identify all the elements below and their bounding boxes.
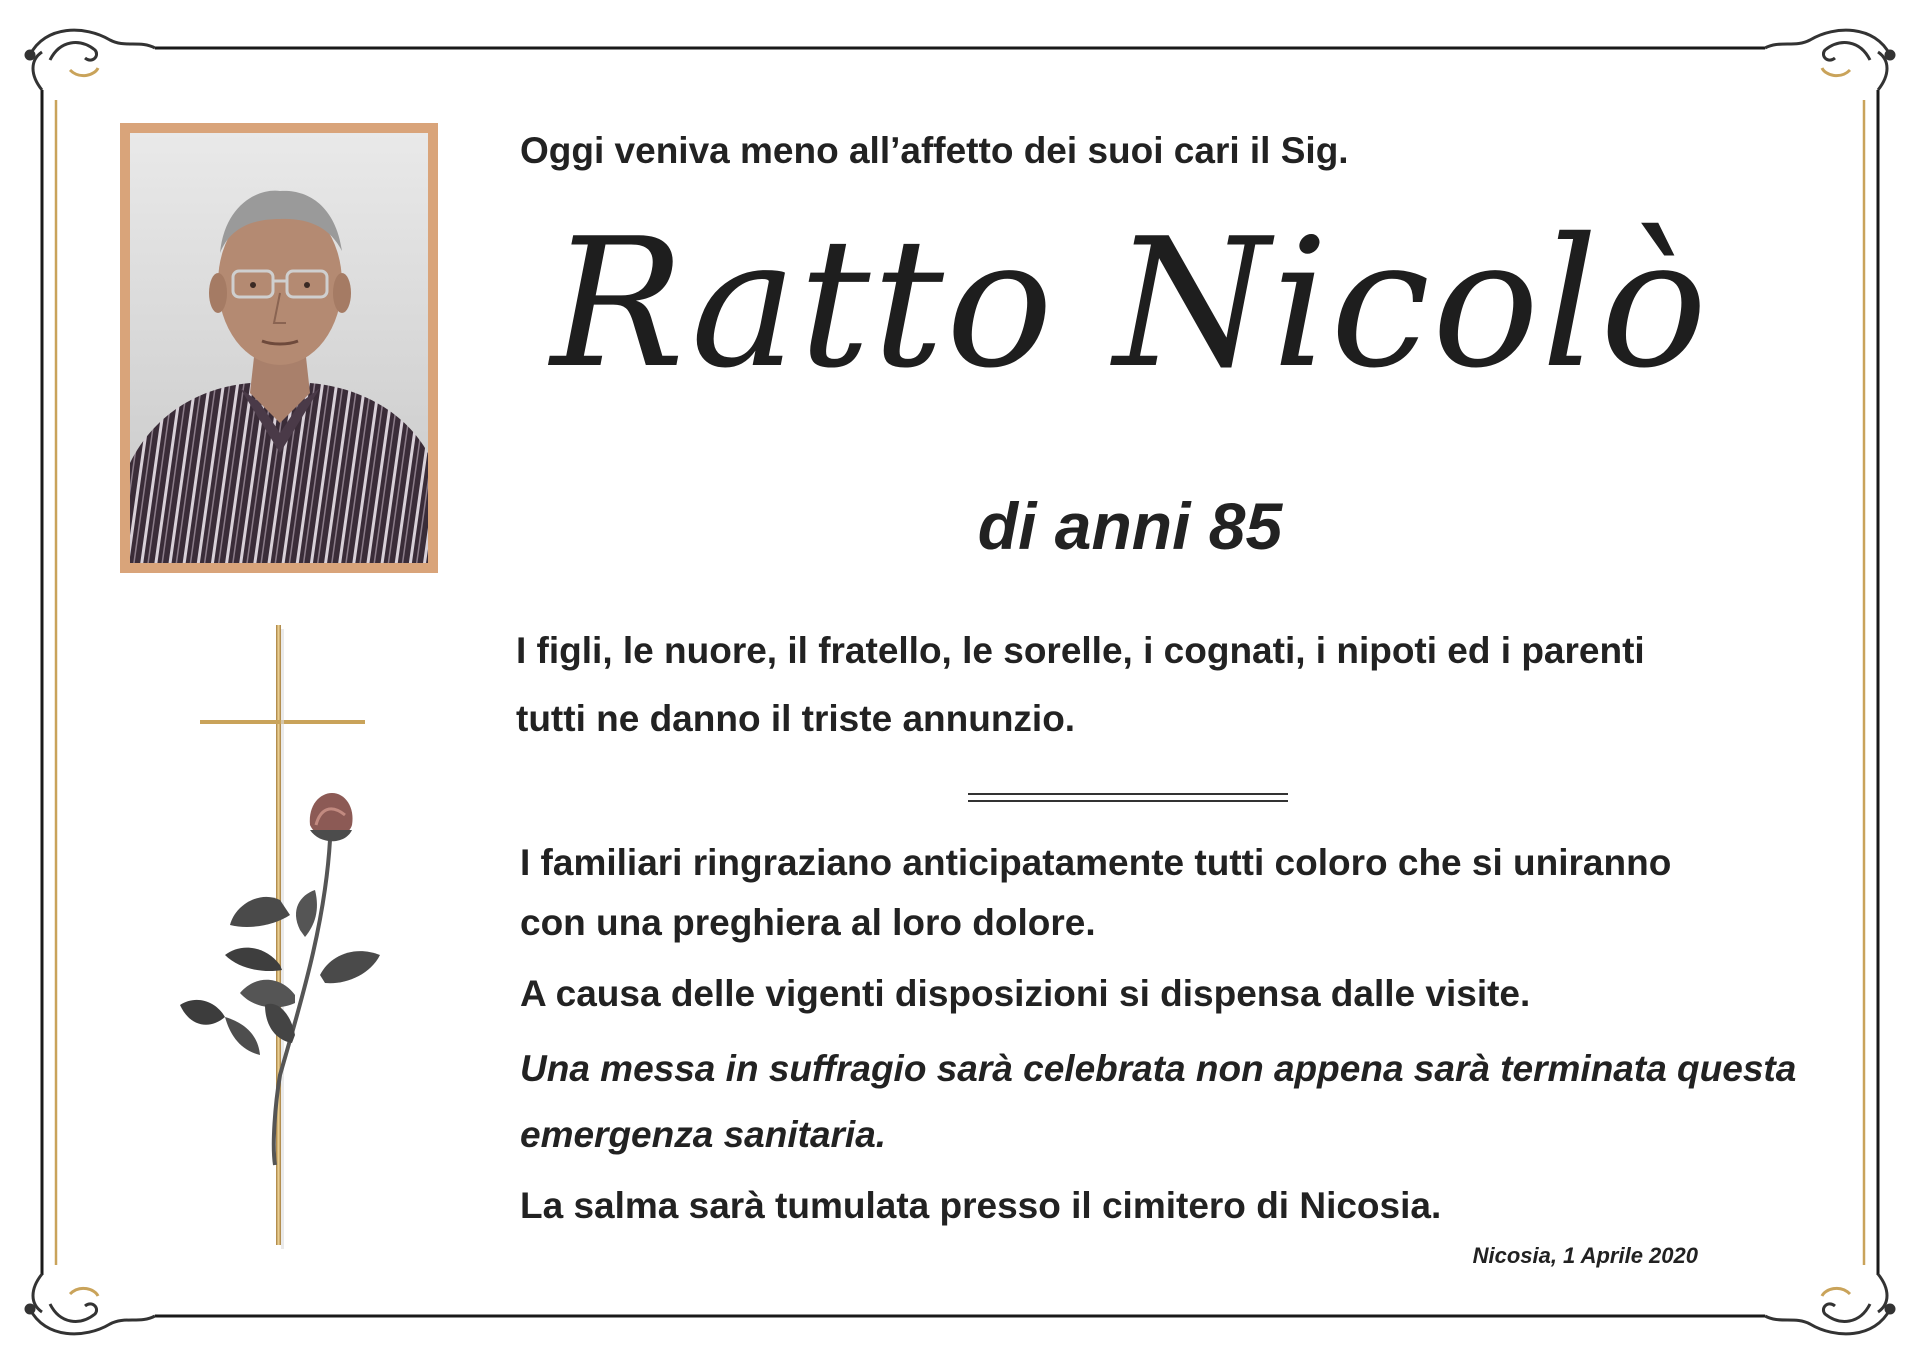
announcement-line-2: tutti ne danno il triste annunzio.	[516, 698, 1076, 739]
cross-and-rose	[180, 625, 440, 1265]
visits-text: A causa delle vigenti disposizioni si dispensa dalle visite.	[520, 973, 1531, 1014]
deceased-name: Ratto Nicolò	[550, 200, 1710, 407]
intro-text: Oggi veniva meno all’affetto dei suoi cari il Sig.	[520, 130, 1349, 171]
announcement-line-1: I figli, le nuore, il fratello, le sorelle, i cognati, i nipoti ed i parenti	[516, 630, 1645, 671]
place-date: Nicosia, 1 Aprile 2020	[1472, 1243, 1698, 1268]
mass-line-2: emergenza sanitaria.	[520, 1114, 887, 1155]
age-text: di anni 85	[977, 489, 1283, 563]
thanks-line-2: con una preghiera al loro dolore.	[520, 902, 1096, 943]
gold-cross-icon	[200, 625, 365, 1249]
burial-text: La salma sarà tumulata presso il cimitero di Nicosia.	[520, 1185, 1442, 1226]
mass-line-1: Una messa in suffragio sarà celebrata non appena sarà terminata questa	[520, 1048, 1797, 1089]
corner-ornament-icon	[26, 30, 155, 90]
section-divider	[968, 793, 1288, 802]
thanks-line-1: I familiari ringraziano anticipatamente tutti coloro che si uniranno	[520, 842, 1672, 883]
